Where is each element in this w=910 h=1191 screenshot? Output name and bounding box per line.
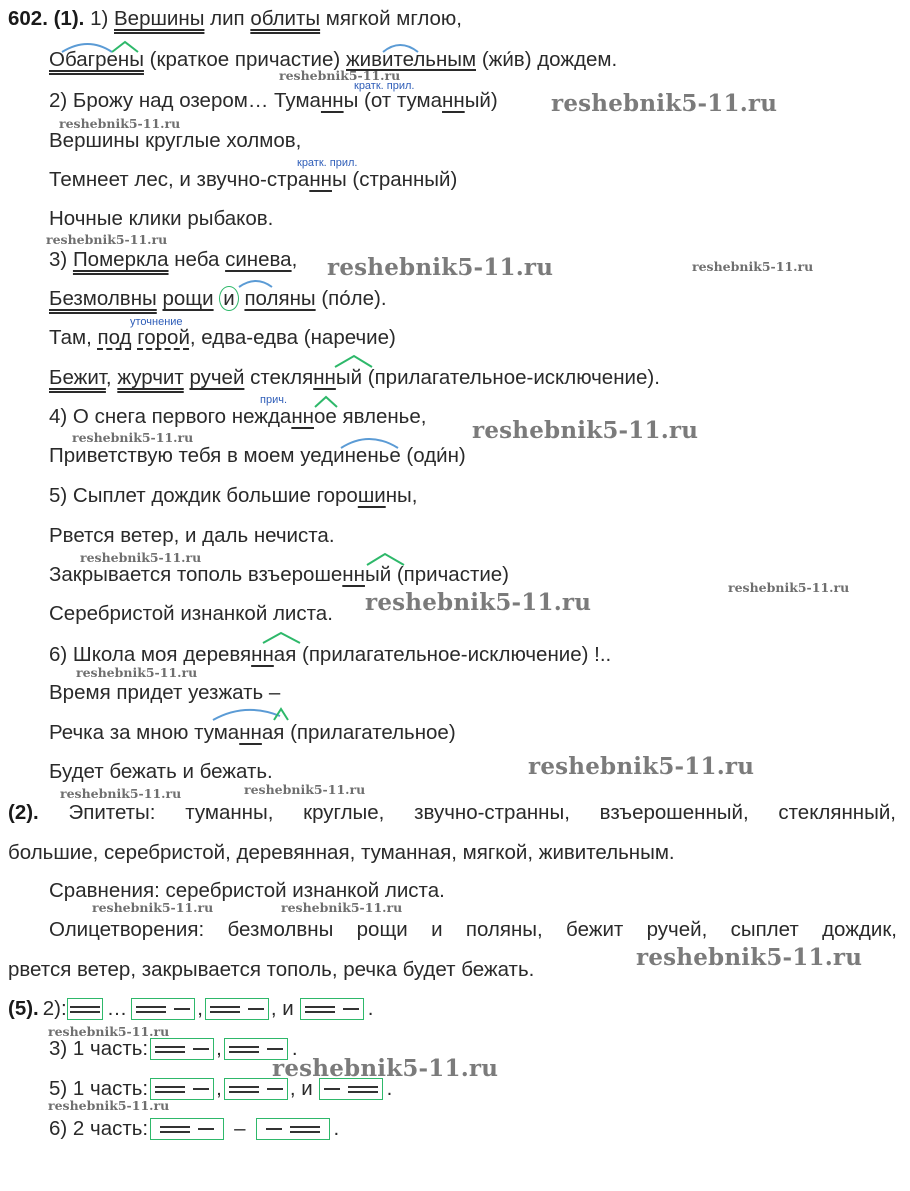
part5-label: (5). xyxy=(8,997,39,1020)
line-20: Будет бежать и бежать. xyxy=(49,760,273,783)
scheme-box xyxy=(256,1118,330,1140)
comparisons-line: Сравнения: серебристой изнанкой листа. xyxy=(49,879,445,902)
watermark: reshebnik5-11.ru xyxy=(59,116,181,131)
part1-label: (1). xyxy=(53,7,85,30)
line-2: Обагрены (краткое причастие) живительным (жи́в) дождем. xyxy=(49,48,618,71)
line-13: 5) Сыплет дождик большие горошины, xyxy=(49,484,418,507)
circled-conjunction: и xyxy=(219,286,238,311)
line-16: Серебристой изнанкой листа. xyxy=(49,602,333,625)
predicate-word: Обагрены xyxy=(49,48,144,71)
line-8: Безмолвны рощи и поляны (по́ле). xyxy=(49,287,387,310)
watermark: reshebnik5-11.ru xyxy=(272,1055,499,1082)
scheme-box xyxy=(150,1038,214,1060)
line-12: Приветствую тебя в моем уединенье (оди́н) xyxy=(49,444,466,467)
watermark: reshebnik5-11.ru xyxy=(72,430,194,445)
line-1: 602. (1). 1) Вершины лип облиты мягкой мглою, xyxy=(8,7,463,30)
short-adjective-tag: кратк. прил. xyxy=(297,157,358,169)
line-3: 2) Брожу над озером… Туманны (от туманный) xyxy=(49,89,498,112)
watermark: reshebnik5-11.ru xyxy=(48,1098,170,1113)
watermark: reshebnik5-11.ru xyxy=(76,665,198,680)
scheme-box xyxy=(150,1078,214,1100)
line-17: 6) Школа моя деревянная (прилагательное-исключение) !.. xyxy=(49,643,612,666)
watermark: reshebnik5-11.ru xyxy=(528,753,755,780)
line-19: Речка за мною туманная (прилагательное) xyxy=(49,721,456,744)
watermark: reshebnik5-11.ru xyxy=(92,900,214,915)
scheme-box xyxy=(67,998,103,1020)
watermark: reshebnik5-11.ru xyxy=(60,786,182,801)
root-arc xyxy=(213,710,280,720)
watermark: reshebnik5-11.ru xyxy=(692,259,814,274)
line-6: Ночные клики рыбаков. xyxy=(49,207,274,230)
part2-label: (2). xyxy=(8,801,39,824)
exercise-number: 602. xyxy=(8,7,48,30)
line-11: 4) О снега первого нежданное явленье, xyxy=(49,405,427,428)
line-4: Вершины круглые холмов, xyxy=(49,129,302,152)
short-adjective-tag: кратк. прил. xyxy=(354,80,415,92)
suffix-mark xyxy=(263,633,300,643)
watermark: reshebnik5-11.ru xyxy=(46,232,168,247)
personification-line-1: Олицетворения: безмолвны рощи и поляны, бежит ручей, сыплет дождик, xyxy=(49,918,897,941)
line-10: Бежит, журчит ручей стеклянный (прилагательное-исключение). xyxy=(49,366,660,389)
watermark: reshebnik5-11.ru xyxy=(48,1024,170,1039)
watermark: reshebnik5-11.ru xyxy=(365,589,592,616)
line-15: Закрывается тополь взъерошенный (причастие) xyxy=(49,563,510,586)
scheme-box xyxy=(150,1118,224,1140)
line-7: 3) Померкла неба синева, xyxy=(49,248,298,271)
scheme-6: 6) 2 часть: – . xyxy=(49,1117,340,1140)
personification-line-2: рвется ветер, закрывается тополь, речка будет бежать. xyxy=(8,958,535,981)
line-14: Рвется ветер, и даль нечиста. xyxy=(49,524,335,547)
suffix-mark xyxy=(274,709,288,720)
predicate-word: облиты xyxy=(250,7,321,30)
watermark: reshebnik5-11.ru xyxy=(80,550,202,565)
line-18: Время придет уезжать – xyxy=(49,681,281,704)
scheme-box xyxy=(205,998,269,1020)
line-9: Там, под горой, едва-едва (наречие) xyxy=(49,326,396,349)
scheme-box xyxy=(300,998,364,1020)
participle-tag: прич. xyxy=(260,394,288,406)
watermark: reshebnik5-11.ru xyxy=(636,944,863,971)
watermark: reshebnik5-11.ru xyxy=(279,68,401,83)
watermark: reshebnik5-11.ru xyxy=(244,782,366,797)
watermark: reshebnik5-11.ru xyxy=(281,900,403,915)
watermark: reshebnik5-11.ru xyxy=(728,580,850,595)
watermark: reshebnik5-11.ru xyxy=(327,254,554,281)
watermark: reshebnik5-11.ru xyxy=(551,90,778,117)
scheme-box xyxy=(131,998,195,1020)
subject-word: Вершины xyxy=(114,7,205,30)
watermark: reshebnik5-11.ru xyxy=(472,417,699,444)
epithets-line-1: (2). Эпитеты: туманны, круглые, звучно-странны, взъерошенный, стеклянный, xyxy=(8,801,896,824)
scheme-3: 3) 1 часть: , . xyxy=(49,1037,298,1060)
clarification-tag: уточнение xyxy=(130,316,183,328)
epithets-line-2: большие, серебристой, деревянная, туманная, мягкой, живительным. xyxy=(8,841,675,864)
scheme-2: (5). 2): … , , и . xyxy=(8,997,374,1020)
line-5: Темнеет лес, и звучно-странны (странный) xyxy=(49,168,458,191)
scheme-5: 5) 1 часть: , , и . xyxy=(49,1077,393,1100)
modifier-word: живительным xyxy=(345,48,477,71)
